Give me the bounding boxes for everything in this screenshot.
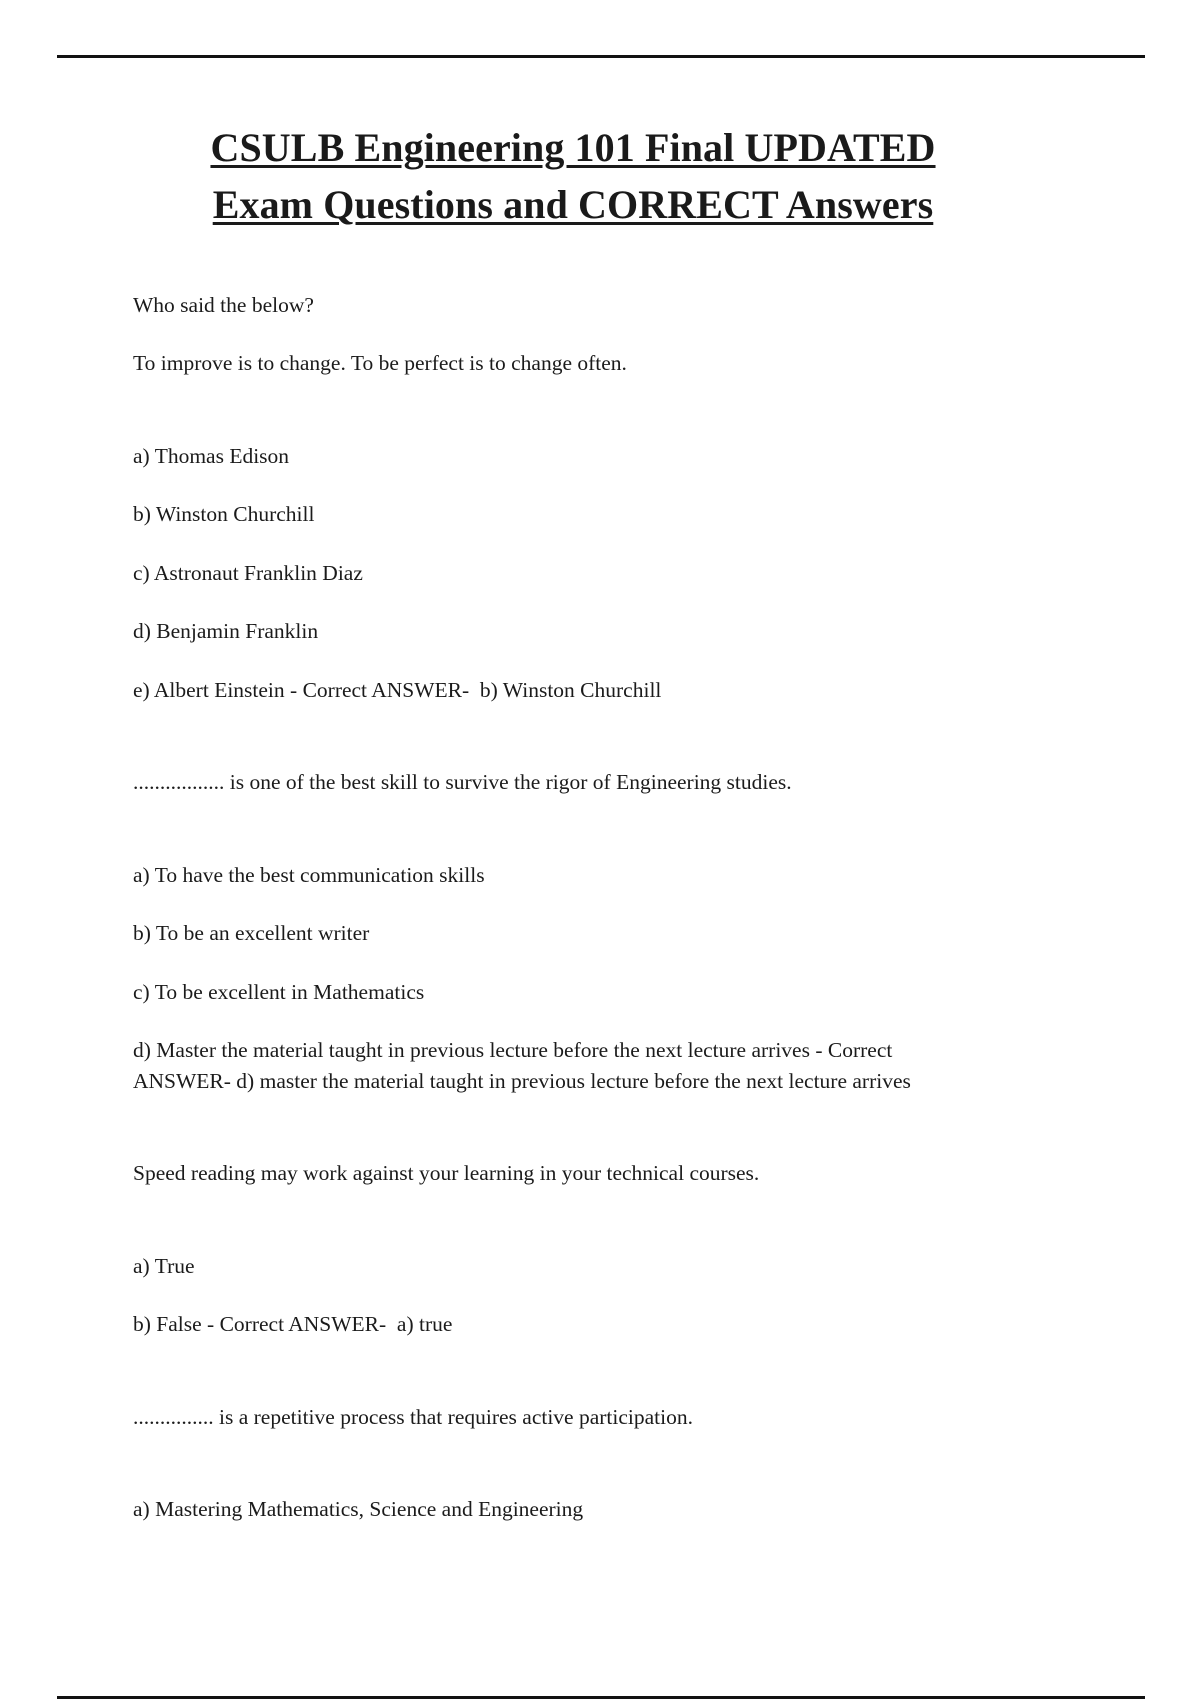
question-1-spacer xyxy=(133,407,1013,441)
section-spacer-1 xyxy=(133,733,1013,767)
document-content xyxy=(133,120,1013,1553)
question-3-spacer xyxy=(133,1217,1013,1251)
footer-divider-rule xyxy=(57,1696,1145,1699)
question-4-option-a: a) Mastering Mathematics, Science and Engineering xyxy=(133,1497,584,1522)
page-title-line-1: CSULB Engineering 101 Final UPDATED xyxy=(210,125,936,170)
question-block-2 xyxy=(133,767,1013,1096)
question-2-option-a: a) To have the best communication skills xyxy=(133,862,485,887)
question-4-prompt: ............... is a repetitive process that requires active participation. xyxy=(133,1404,694,1429)
question-2-prompt: ................. is one of the best skill to survive the rigor of Engineering studies. xyxy=(133,770,792,795)
page-title xyxy=(133,120,1013,234)
question-4-spacer xyxy=(133,1460,1013,1494)
question-list xyxy=(133,290,1013,1525)
question-1-option-a: a) Thomas Edison xyxy=(133,443,290,468)
question-2-option-d-answer: d) Master the material taught in previous lecture before the next lecture arrives - Correct ANSWER- d) master the material taught in previous lecture before the next lecture arrives xyxy=(133,1038,911,1093)
question-1-quote: To improve is to change. To be perfect is to change often. xyxy=(133,351,627,376)
question-1-option-b: b) Winston Churchill xyxy=(133,502,315,527)
section-spacer-2 xyxy=(133,1124,1013,1158)
question-block-4 xyxy=(133,1402,1013,1525)
question-3-option-a: a) True xyxy=(133,1253,195,1278)
question-1-option-d: d) Benjamin Franklin xyxy=(133,619,319,644)
question-2-option-b: b) To be an excellent writer xyxy=(133,921,370,946)
question-block-1 xyxy=(133,290,1013,706)
question-2-option-c: c) To be excellent in Mathematics xyxy=(133,979,425,1004)
question-3-option-b-answer: b) False - Correct ANSWER- a) true xyxy=(133,1312,453,1337)
question-2-spacer xyxy=(133,826,1013,860)
section-spacer-3 xyxy=(133,1368,1013,1402)
header-divider-rule xyxy=(57,55,1145,58)
page-title-line-2: Exam Questions and CORRECT Answers xyxy=(212,181,934,227)
question-3-prompt: Speed reading may work against your learning in your technical courses. xyxy=(133,1161,760,1186)
question-1-option-c: c) Astronaut Franklin Diaz xyxy=(133,560,363,585)
question-1-option-e-answer: e) Albert Einstein - Correct ANSWER- b) Winston Churchill xyxy=(133,677,662,702)
question-1-prompt: Who said the below? xyxy=(133,292,314,317)
question-block-3 xyxy=(133,1158,1013,1340)
